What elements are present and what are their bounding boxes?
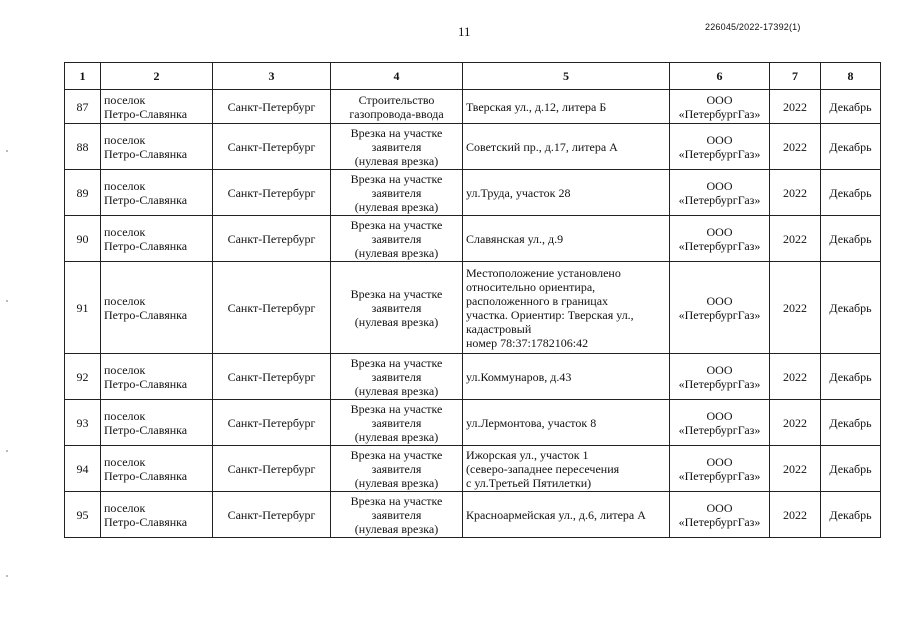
table-row — [65, 262, 881, 354]
header-col-8: 8 — [821, 63, 881, 90]
work-type-cell: Врезка на участке заявителя (нулевая врезка) — [331, 354, 463, 400]
work-type-cell: Строительство газопровода-ввода — [331, 90, 463, 124]
page-number: 11 — [458, 24, 471, 39]
year-cell: 2022 — [770, 400, 821, 446]
table-row — [65, 124, 881, 170]
organization-cell: ООО «ПетербургГаз» — [670, 446, 770, 492]
work-type-cell: Врезка на участке заявителя (нулевая врезка) — [331, 492, 463, 538]
settlement-cell: поселок Петро-Славянка — [101, 90, 213, 124]
city-cell: Санкт-Петербург — [213, 170, 331, 216]
settlement-cell: поселок Петро-Славянка — [101, 446, 213, 492]
address-cell: Ижорская ул., участок 1 (северо-западнее пересечения с ул.Третьей Пятилетки) — [463, 446, 670, 492]
header-col-4: 4 — [331, 63, 463, 90]
settlement-cell: поселок Петро-Славянка — [101, 354, 213, 400]
table-row — [65, 216, 881, 262]
row-number: 95 — [65, 492, 101, 538]
row-number: 93 — [65, 400, 101, 446]
document-id: 226045/2022-17392(1) — [705, 22, 801, 32]
row-number: 92 — [65, 354, 101, 400]
work-type-cell: Врезка на участке заявителя (нулевая врезка) — [331, 400, 463, 446]
month-cell: Декабрь — [821, 90, 881, 124]
address-cell: Славянская ул., д.9 — [463, 216, 670, 262]
year-cell: 2022 — [770, 446, 821, 492]
year-cell: 2022 — [770, 90, 821, 124]
address-cell: ул.Коммунаров, д.43 — [463, 354, 670, 400]
month-cell: Декабрь — [821, 124, 881, 170]
city-cell: Санкт-Петербург — [213, 492, 331, 538]
row-number: 91 — [65, 262, 101, 354]
city-cell: Санкт-Петербург — [213, 400, 331, 446]
year-cell: 2022 — [770, 170, 821, 216]
address-cell: Тверская ул., д.12, литера Б — [463, 90, 670, 124]
table-row — [65, 492, 881, 538]
month-cell: Декабрь — [821, 262, 881, 354]
year-cell: 2022 — [770, 492, 821, 538]
settlement-cell: поселок Петро-Славянка — [101, 400, 213, 446]
month-cell: Декабрь — [821, 446, 881, 492]
header-col-2: 2 — [101, 63, 213, 90]
organization-cell: ООО «ПетербургГаз» — [670, 216, 770, 262]
organization-cell: ООО «ПетербургГаз» — [670, 400, 770, 446]
header-col-7: 7 — [770, 63, 821, 90]
settlement-cell: поселок Петро-Славянка — [101, 262, 213, 354]
month-cell: Декабрь — [821, 354, 881, 400]
organization-cell: ООО «ПетербургГаз» — [670, 124, 770, 170]
table-row — [65, 446, 881, 492]
address-cell: Советский пр., д.17, литера А — [463, 124, 670, 170]
work-schedule-table-container — [64, 62, 880, 538]
header-col-1: 1 — [65, 63, 101, 90]
city-cell: Санкт-Петербург — [213, 124, 331, 170]
work-type-cell: Врезка на участке заявителя (нулевая врезка) — [331, 262, 463, 354]
scan-margin-marks — [6, 0, 8, 640]
address-cell: ул.Лермонтова, участок 8 — [463, 400, 670, 446]
header-col-6: 6 — [670, 63, 770, 90]
settlement-cell: поселок Петро-Славянка — [101, 170, 213, 216]
city-cell: Санкт-Петербург — [213, 262, 331, 354]
table-header-row — [65, 63, 881, 90]
row-number: 89 — [65, 170, 101, 216]
address-cell: Красноармейская ул., д.6, литера А — [463, 492, 670, 538]
month-cell: Декабрь — [821, 216, 881, 262]
row-number: 94 — [65, 446, 101, 492]
year-cell: 2022 — [770, 124, 821, 170]
city-cell: Санкт-Петербург — [213, 446, 331, 492]
city-cell: Санкт-Петербург — [213, 216, 331, 262]
work-type-cell: Врезка на участке заявителя (нулевая врезка) — [331, 216, 463, 262]
row-number: 87 — [65, 90, 101, 124]
settlement-cell: поселок Петро-Славянка — [101, 124, 213, 170]
organization-cell: ООО «ПетербургГаз» — [670, 492, 770, 538]
table-row — [65, 400, 881, 446]
header-col-5: 5 — [463, 63, 670, 90]
month-cell: Декабрь — [821, 400, 881, 446]
organization-cell: ООО «ПетербургГаз» — [670, 90, 770, 124]
work-type-cell: Врезка на участке заявителя (нулевая врезка) — [331, 446, 463, 492]
table-row — [65, 170, 881, 216]
work-type-cell: Врезка на участке заявителя (нулевая врезка) — [331, 124, 463, 170]
settlement-cell: поселок Петро-Славянка — [101, 492, 213, 538]
row-number: 90 — [65, 216, 101, 262]
header-col-3: 3 — [213, 63, 331, 90]
row-number: 88 — [65, 124, 101, 170]
address-cell: ул.Труда, участок 28 — [463, 170, 670, 216]
organization-cell: ООО «ПетербургГаз» — [670, 262, 770, 354]
year-cell: 2022 — [770, 354, 821, 400]
table-row — [65, 90, 881, 124]
work-type-cell: Врезка на участке заявителя (нулевая врезка) — [331, 170, 463, 216]
address-cell: Местоположение установлено относительно ориентира, расположенного в границах участка. Ориентир: Тверская ул., кадастровый номер 78:37:1782106:42 — [463, 262, 670, 354]
table-row — [65, 354, 881, 400]
year-cell: 2022 — [770, 216, 821, 262]
year-cell: 2022 — [770, 262, 821, 354]
city-cell: Санкт-Петербург — [213, 90, 331, 124]
work-schedule-table — [64, 62, 881, 538]
organization-cell: ООО «ПетербургГаз» — [670, 354, 770, 400]
month-cell: Декабрь — [821, 170, 881, 216]
organization-cell: ООО «ПетербургГаз» — [670, 170, 770, 216]
month-cell: Декабрь — [821, 492, 881, 538]
city-cell: Санкт-Петербург — [213, 354, 331, 400]
settlement-cell: поселок Петро-Славянка — [101, 216, 213, 262]
